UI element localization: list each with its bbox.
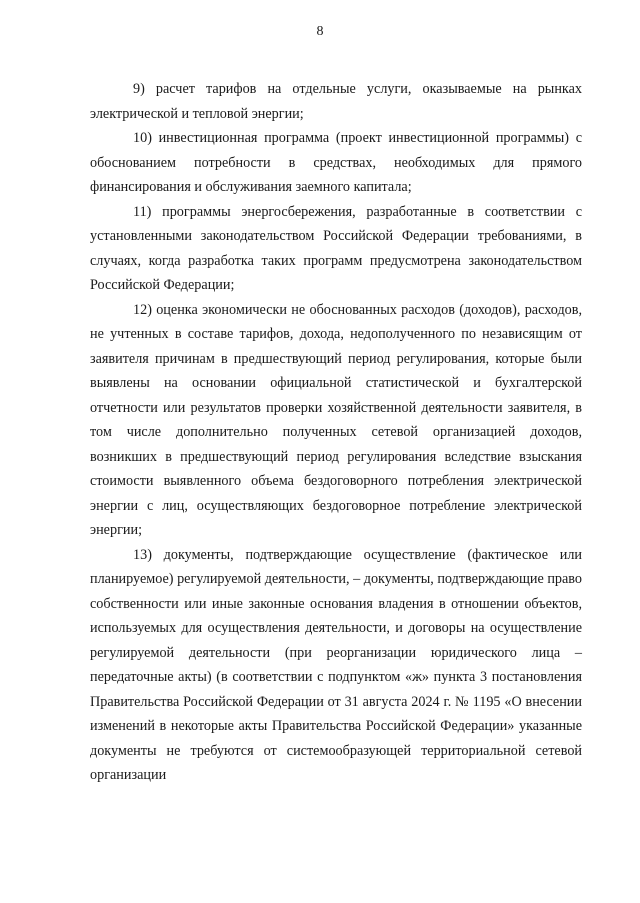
- page-number: 8: [316, 24, 324, 39]
- paragraph-item-10: 10) инвестиционная программа (проект инвестиционной программы) с обоснованием потребности в средствах, необходимых для прямого финансирования и обслуживания заемного капитала;: [90, 130, 582, 195]
- paragraph-item-12: 12) оценка экономически не обоснованных расходов (доходов), расходов, не учтенных в составе тарифов, дохода, недополученного по независящим от заявителя причинам в предшествующий период регулирования, которые были выявлены на основании официальной статистической и бухгалтерской отчетности или результатов проверки хозяйственной деятельности заявителя, в том числе дополнительно полученных сетевой организацией доходов, возникших в предшествующий период регулирования вследствие взыскания стоимости выявленного объема бездоговорного потребления электрической энергии с лиц, осуществляющих бездоговорное потребление электрической энергии;: [90, 301, 582, 538]
- paragraph-item-13: 13) документы, подтверждающие осуществление (фактическое или планируемое) регулируемой деятельности, – документы, подтверждающие право собственности или иные законные основания владения в отношении объектов, используемых для осуществления деятельности, и договоры на осуществление регулируемой деятельности (при реорганизации юридического лица – передаточные акты) (в соответствии с подпунктом «ж» пункта 3 постановления Правительства Российской Федерации от 31 августа 2024 г. № 1195 «О внесении изменений в некоторые акты Правительства Российской Федерации» указанные документы не требуются от системообразующей территориальной сетевой организации: [90, 546, 582, 783]
- paragraph-item-9: 9) расчет тарифов на отдельные услуги, оказываемые на рынках электрической и тепловой энергии;: [90, 81, 582, 122]
- document-body: [90, 77, 582, 788]
- paragraph-item-11: 11) программы энергосбережения, разработанные в соответствии с установленными законодательством Российской Федерации требованиями, в случаях, когда разработка таких программ предусмотрена законодательством Российской Федерации;: [90, 203, 582, 293]
